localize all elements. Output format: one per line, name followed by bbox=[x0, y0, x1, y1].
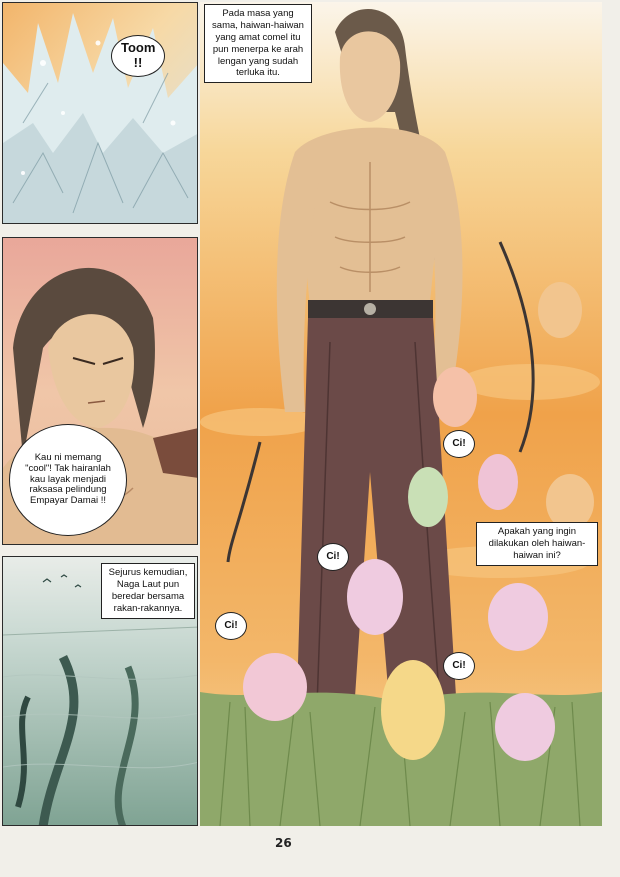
caption-question bbox=[476, 522, 598, 566]
panel-character-with-pigs bbox=[200, 2, 602, 826]
panel-water-splash bbox=[2, 2, 198, 224]
speech-text: Kau ni memang "cool"! Tak hairanlah kau layak menjadi raksasa pelindung Empayar Damai !! bbox=[25, 451, 111, 507]
ci-bubble-4 bbox=[443, 652, 475, 680]
caption-question-text: Apakah yang ingin dilakukan oleh haiwan-haiwan ini? bbox=[488, 526, 586, 561]
ci-text: Ci! bbox=[452, 438, 466, 450]
speech-bubble-compliment bbox=[9, 424, 127, 536]
character-pigs-art bbox=[200, 2, 602, 826]
caption-sea-dragon bbox=[101, 563, 195, 619]
ci-bubble-1 bbox=[443, 430, 475, 458]
panel-sea-scene bbox=[2, 556, 198, 826]
sfx-bubble-toom bbox=[111, 35, 165, 77]
sfx-text: Toom !! bbox=[121, 40, 156, 70]
ci-text: Ci! bbox=[452, 660, 466, 672]
ci-text: Ci! bbox=[326, 551, 340, 563]
ci-text: Ci! bbox=[224, 620, 238, 632]
ci-bubble-2 bbox=[317, 543, 349, 571]
caption-text: Sejurus kemudian, Naga Laut pun beredar bersama rakan-rakannya. bbox=[108, 567, 188, 614]
water-splash-art bbox=[3, 3, 198, 224]
panel-character-closeup bbox=[2, 237, 198, 545]
caption-top-text: Pada masa yang sama, haiwan-haiwan yang amat comel itu pun menerpa ke arah lengan yang sudah terluka itu. bbox=[212, 8, 304, 79]
caption-top bbox=[204, 4, 312, 83]
page-number: 26 bbox=[275, 836, 292, 850]
ci-bubble-3 bbox=[215, 612, 247, 640]
